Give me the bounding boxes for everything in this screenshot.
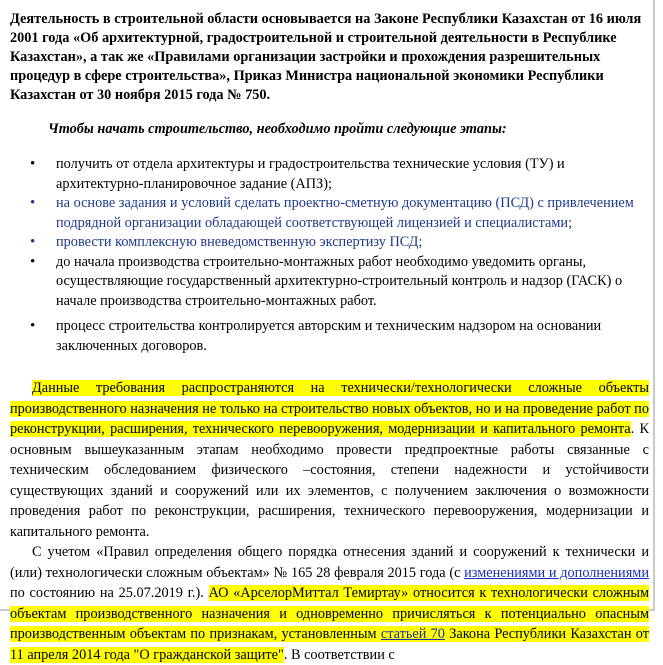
paragraph-text: по состоянию на 25.07.2019 г.). [10, 585, 209, 601]
paragraph-text: . К основным вышеуказанным этапам необходимо провести предпроектные работы связанные с техническим обследованием физического –состояния, степени надежности и устойчивости существующих зданий и сооружений или их элементов, с получением заключения о возможности проведения работ по реконструкции, расширения, технического перевооружения, модернизации и капитального ремонта. [10, 421, 649, 540]
highlighted-text: Данные требования распространяются на технически/технологически сложные объекты производственного назначения не только на строительство новых объектов, но и на проведение работ по реконструкции, расширения, технического перевооружения, модернизации и капитального ремонта [10, 380, 649, 437]
step-item: • провести комплексную вневедомственную экспертизу ПСД; [10, 233, 649, 253]
steps-list [10, 155, 649, 356]
paragraph-text: . В соответствии с [283, 646, 395, 663]
step-item: • получить от отдела архитектуры и градостроительства технические условия (ТУ) и архитектурно-планировочное задание (АПЗ); [10, 155, 649, 194]
step-item: • процесс строительства контролируется авторским и техническим надзором на основании заключенных договоров. [10, 317, 649, 356]
steps-heading: Чтобы начать строительство, необходимо пройти следующие этапы: [48, 121, 507, 137]
classification-paragraph [10, 542, 649, 665]
requirements-paragraph [10, 378, 649, 542]
highlighted-text: АО «АрселорМиттал Темиртау» относится к технологически сложным объектам производственного назначения и одновременно причисляться к потенциально опасным производственным объектам по признакам, установленным [10, 585, 649, 642]
amendments-link[interactable]: изменениями и дополнениями [464, 564, 649, 581]
article-70-link[interactable]: статьей 70 [380, 626, 445, 642]
step-item: • до начала производства строительно-монтажных работ необходимо уведомить органы, осуществляющие государственный архитектурно-строительный контроль и надзор (ГАСК) о начале производства строительно-монтажных работ. [10, 253, 649, 312]
intro-paragraph: Деятельность в строительной области основывается на Законе Республики Казахстан от 16 июля 2001 года «Об архитектурной, градостроительной и строительной деятельности в Республике Казахстан», а так же «Правилами организации застройки и прохождения разрешительных процедур в сфере строительства», Приказ Министра национальной экономики Республики Казахстан от 30 ноября 2015 года № 750. [10, 11, 642, 103]
paragraph-text: С учетом «Правил определения общего порядка отнесения зданий и сооружений к технически и (или) технологически сложным объектам» № 165 28 февраля 2015 года (с [10, 544, 649, 581]
highlighted-text: Закона Республики Казахстан от 11 апреля 2014 года "О гражданской защите" [10, 626, 649, 663]
step-item: • на основе задания и условий сделать проектно-сметную документацию (ПСД) с привлечением подрядной организации обладающей соответствующей лицензией и специалистами; [10, 194, 649, 233]
